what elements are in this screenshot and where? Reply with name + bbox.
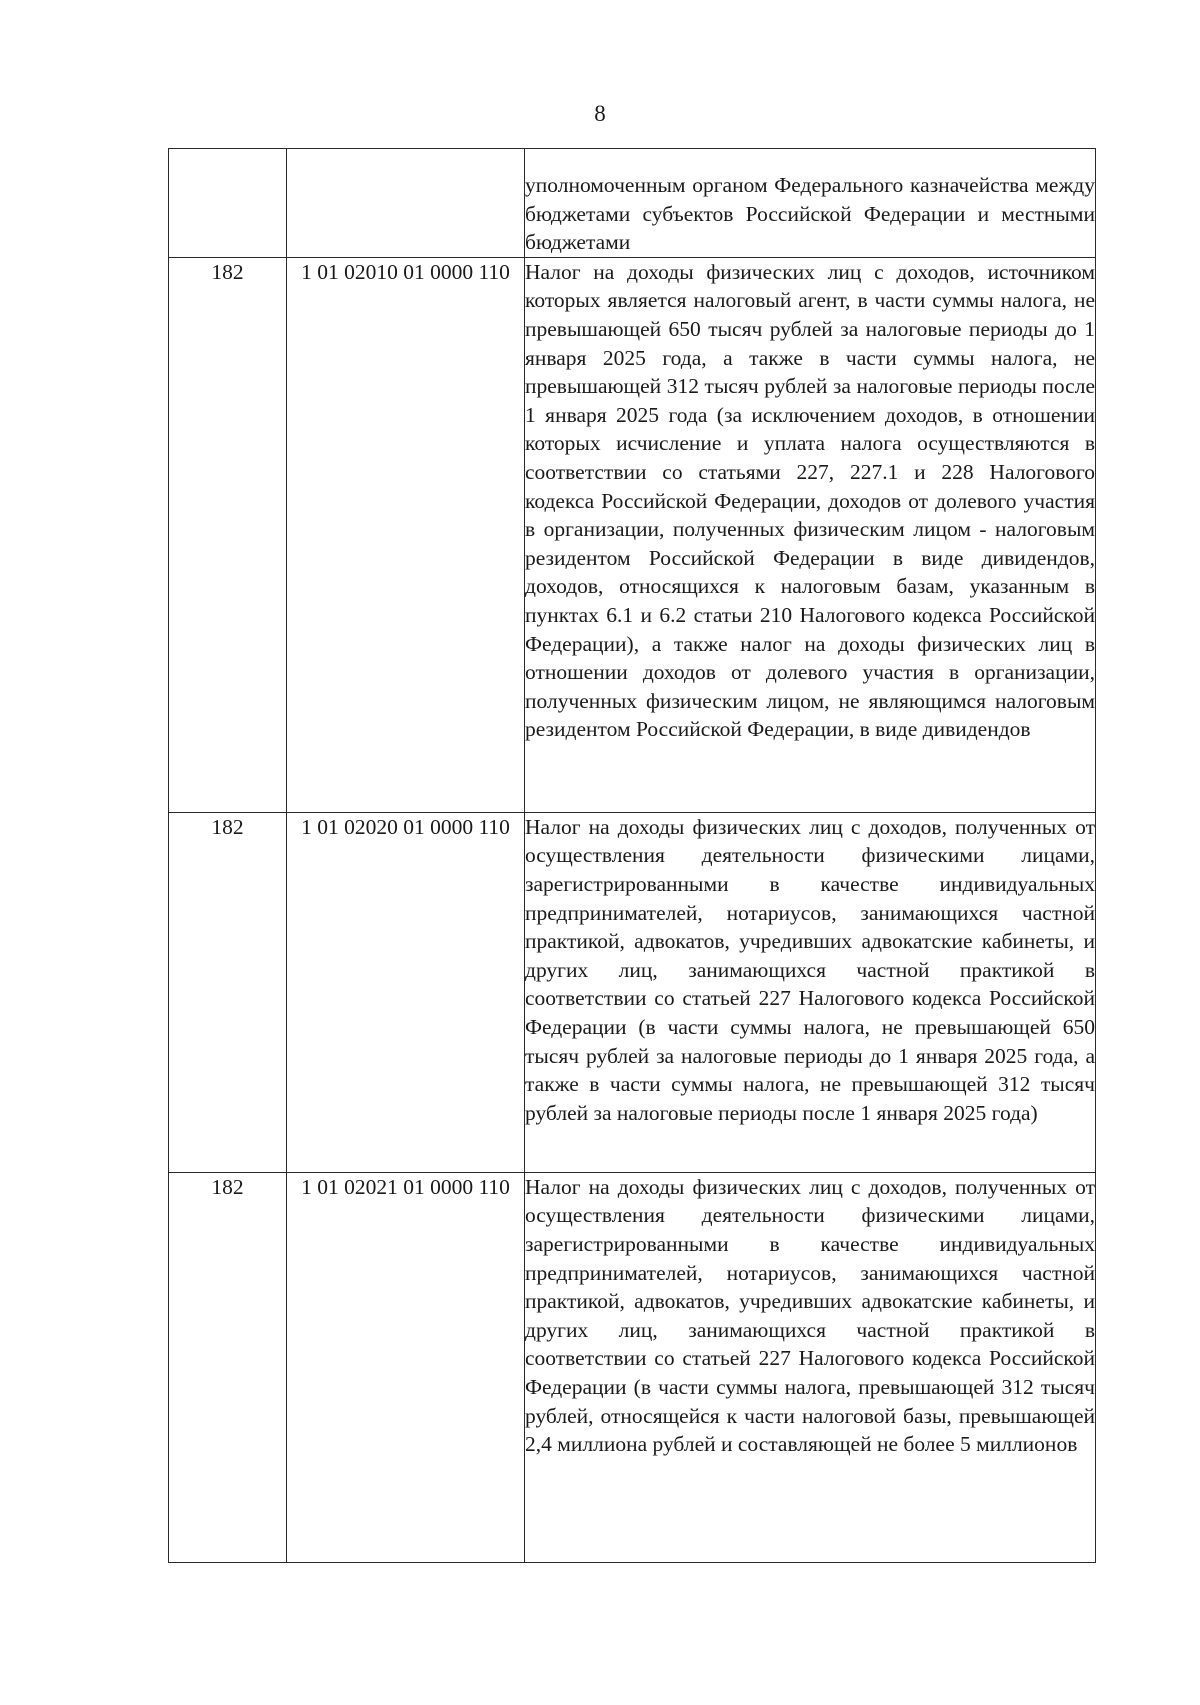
table-row <box>169 812 1096 1172</box>
table-row <box>169 257 1096 812</box>
table-row <box>169 149 1096 258</box>
admin-code-cell: 182 <box>169 257 287 812</box>
description-text: Налог на доходы физических лиц с доходов, полученных от осуществления деятельности физическими лицами, зарегистрированными в качестве индивидуальных предпринимателей, нотариусов, занимающихся частной практикой, адвокатов, учредивших адвокатские кабинеты, и других лиц, занимающихся частной практикой в соответствии со статьей 227 Налогового кодекса Российской Федерации (в части суммы налога, не превышающей 650 тысяч рублей за налоговые периоды до 1 января 2025 года, а также в части суммы налога, не превышающей 312 тысяч рублей за налоговые периоды после 1 января 2025 года) <box>525 814 1095 1125</box>
page-number: 8 <box>594 101 606 126</box>
kbk-code-cell <box>287 149 525 258</box>
kbk-code-cell: 1 01 02021 01 0000 110 <box>287 1172 525 1562</box>
description-text: Налог на доходы физических лиц с доходов, источником которых является налоговый агент, в части суммы налога, не превышающей 650 тысяч рублей за налоговые периоды до 1 января 2025 года, а также в части суммы налога, не превышающей 312 тысяч рублей за налоговые периоды после 1 января 2025 года (за исключением доходов, в отношении которых исчисление и уплата налога осуществляются в соответствии со статьями 227, 227.1 и 228 Налогового кодекса Российской Федерации, доходов от долевого участия в организации, полученных физическим лицом - налоговым резидентом Российской Федерации в виде дивидендов, доходов, относящихся к налоговым базам, указанным в пунктах 6.1 и 6.2 статьи 210 Налогового кодекса Российской Федерации), а также налог на доходы физических лиц в отношении доходов от долевого участия в организации, полученных физическим лицом, не являющимся налоговым резидентом Российской Федерации, в виде дивидендов <box>525 259 1095 742</box>
budget-classification-table <box>168 148 1096 1563</box>
admin-code-cell <box>169 149 287 258</box>
description-cell <box>525 812 1096 1172</box>
admin-code-cell: 182 <box>169 812 287 1172</box>
description-text: Налог на доходы физических лиц с доходов, полученных от осуществления деятельности физическими лицами, зарегистрированными в качестве индивидуальных предпринимателей, нотариусов, занимающихся частной практикой, адвокатов, учредивших адвокатские кабинеты, и других лиц, занимающихся частной практикой в соответствии со статьей 227 Налогового кодекса Российской Федерации (в части суммы налога, превышающей 312 тысяч рублей, относящейся к части налоговой базы, превышающей 2,4 миллиона рублей и составляющей не более 5 миллионов <box>525 1174 1095 1457</box>
description-cell <box>525 257 1096 812</box>
description-text: уполномоченным органом Федерального казначейства между бюджетами субъектов Российской Федерации и местными бюджетами <box>525 173 1095 255</box>
kbk-code-cell: 1 01 02020 01 0000 110 <box>287 812 525 1172</box>
admin-code-cell: 182 <box>169 1172 287 1562</box>
kbk-code-cell: 1 01 02010 01 0000 110 <box>287 257 525 812</box>
table-row <box>169 1172 1096 1562</box>
description-cell <box>525 1172 1096 1562</box>
description-cell <box>525 149 1096 258</box>
